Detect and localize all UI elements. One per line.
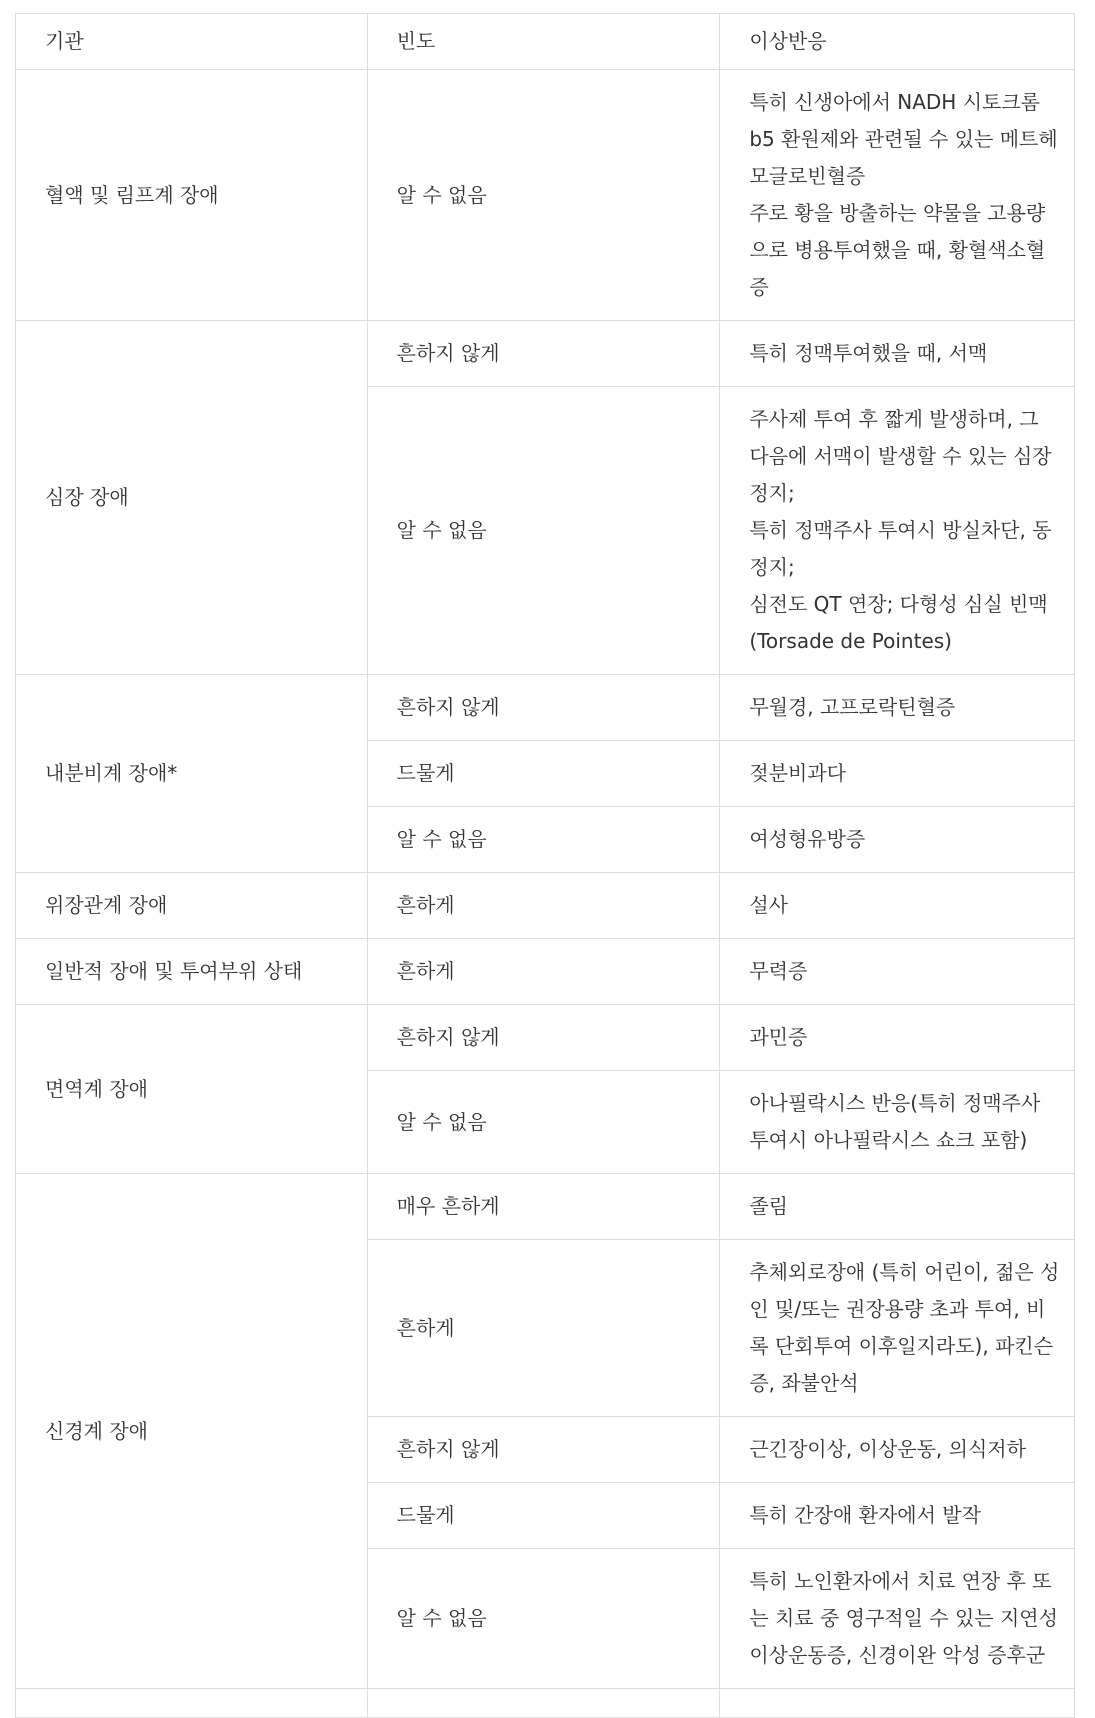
frequency-cell: 매우 흔하게 — [367, 1174, 720, 1240]
reaction-cell — [720, 1240, 1075, 1417]
reaction-cell — [720, 873, 1075, 939]
reaction-cell — [720, 387, 1075, 675]
organ-cell: 내분비계 장애* — [16, 675, 368, 873]
reaction-cell — [720, 1005, 1075, 1071]
adverse-reactions-table — [15, 13, 1075, 1718]
organ-cell — [16, 1689, 368, 1718]
table-row — [16, 939, 1075, 1005]
reaction-text: 졸림 — [749, 1194, 788, 1218]
header-row — [16, 14, 1075, 70]
reaction-text: 젖분비과다 — [749, 761, 846, 785]
reaction-text: 근긴장이상, 이상운동, 의식저하 — [749, 1437, 1026, 1461]
frequency-cell — [367, 1689, 720, 1718]
frequency-cell: 알 수 없음 — [367, 387, 720, 675]
organ-cell: 위장관계 장애 — [16, 873, 368, 939]
table-row — [16, 675, 1075, 741]
reaction-text: 추체외로장애 (특히 어린이, 젊은 성인 및/또는 권장용량 초과 투여, 비록 단회투여 이후일지라도), 파킨슨증, 좌불안석 — [749, 1260, 1060, 1395]
header-reaction: 이상반응 — [720, 14, 1075, 70]
reaction-cell — [720, 1071, 1075, 1174]
reaction-text: 특히 정맥주사 투여시 방실차단, 동정지; — [749, 518, 1052, 579]
frequency-cell: 알 수 없음 — [367, 1549, 720, 1689]
frequency-cell: 흔하게 — [367, 1240, 720, 1417]
table-row — [16, 1005, 1075, 1071]
reaction-text: 무력증 — [749, 959, 808, 983]
table-row — [16, 321, 1075, 387]
reaction-cell — [720, 741, 1075, 807]
reaction-cell — [720, 1689, 1075, 1718]
reaction-text: 심전도 QT 연장; 다형성 심실 빈맥(Torsade de Pointes) — [749, 592, 1048, 653]
frequency-cell: 알 수 없음 — [367, 70, 720, 321]
reaction-text: 특히 신생아에서 NADH 시토크롬 b5 환원제와 관련될 수 있는 메트헤모글로빈혈증 — [749, 90, 1058, 188]
frequency-cell: 흔하게 — [367, 939, 720, 1005]
frequency-cell: 드물게 — [367, 1483, 720, 1549]
frequency-cell: 알 수 없음 — [367, 1071, 720, 1174]
reaction-cell — [720, 807, 1075, 873]
table-row — [16, 70, 1075, 321]
reaction-text: 특히 정맥투여했을 때, 서맥 — [749, 341, 988, 365]
frequency-cell: 흔하지 않게 — [367, 1417, 720, 1483]
reaction-text: 여성형유방증 — [749, 827, 866, 851]
table-row — [16, 1689, 1075, 1718]
frequency-cell: 흔하지 않게 — [367, 1005, 720, 1071]
frequency-cell: 드물게 — [367, 741, 720, 807]
organ-cell: 면역계 장애 — [16, 1005, 368, 1174]
reaction-cell — [720, 1174, 1075, 1240]
reaction-cell — [720, 1549, 1075, 1689]
frequency-cell: 흔하게 — [367, 873, 720, 939]
organ-cell: 신경계 장애 — [16, 1174, 368, 1689]
organ-cell: 심장 장애 — [16, 321, 368, 675]
reaction-cell — [720, 1483, 1075, 1549]
reaction-text: 과민증 — [749, 1025, 808, 1049]
reaction-cell — [720, 1417, 1075, 1483]
reaction-text: 특히 간장애 환자에서 발작 — [749, 1503, 981, 1527]
reaction-cell — [720, 70, 1075, 321]
reaction-cell — [720, 675, 1075, 741]
reaction-cell — [720, 321, 1075, 387]
reaction-text: 특히 노인환자에서 치료 연장 후 또는 치료 중 영구적일 수 있는 지연성이상운동증, 신경이완 악성 증후군 — [749, 1569, 1058, 1667]
reaction-text: 아나필락시스 반응(특히 정맥주사 투여시 아나필락시스 쇼크 포함) — [749, 1091, 1041, 1152]
table-row — [16, 1174, 1075, 1240]
organ-cell: 일반적 장애 및 투여부위 상태 — [16, 939, 368, 1005]
header-frequency: 빈도 — [367, 14, 720, 70]
frequency-cell: 흔하지 않게 — [367, 321, 720, 387]
table-header — [16, 14, 1075, 70]
frequency-cell: 알 수 없음 — [367, 807, 720, 873]
reaction-text: 설사 — [749, 893, 788, 917]
reaction-text: 주로 황을 방출하는 약물을 고용량으로 병용투여했을 때, 황혈색소혈증 — [749, 201, 1046, 299]
reaction-text: 주사제 투여 후 짧게 발생하며, 그 다음에 서맥이 발생할 수 있는 심장정지; — [749, 407, 1052, 505]
reaction-text: 무월경, 고프로락틴혈증 — [749, 695, 956, 719]
table-row — [16, 873, 1075, 939]
reaction-cell — [720, 939, 1075, 1005]
organ-cell: 혈액 및 림프계 장애 — [16, 70, 368, 321]
table-body — [16, 70, 1075, 1718]
frequency-cell: 흔하지 않게 — [367, 675, 720, 741]
header-organ: 기관 — [16, 14, 368, 70]
